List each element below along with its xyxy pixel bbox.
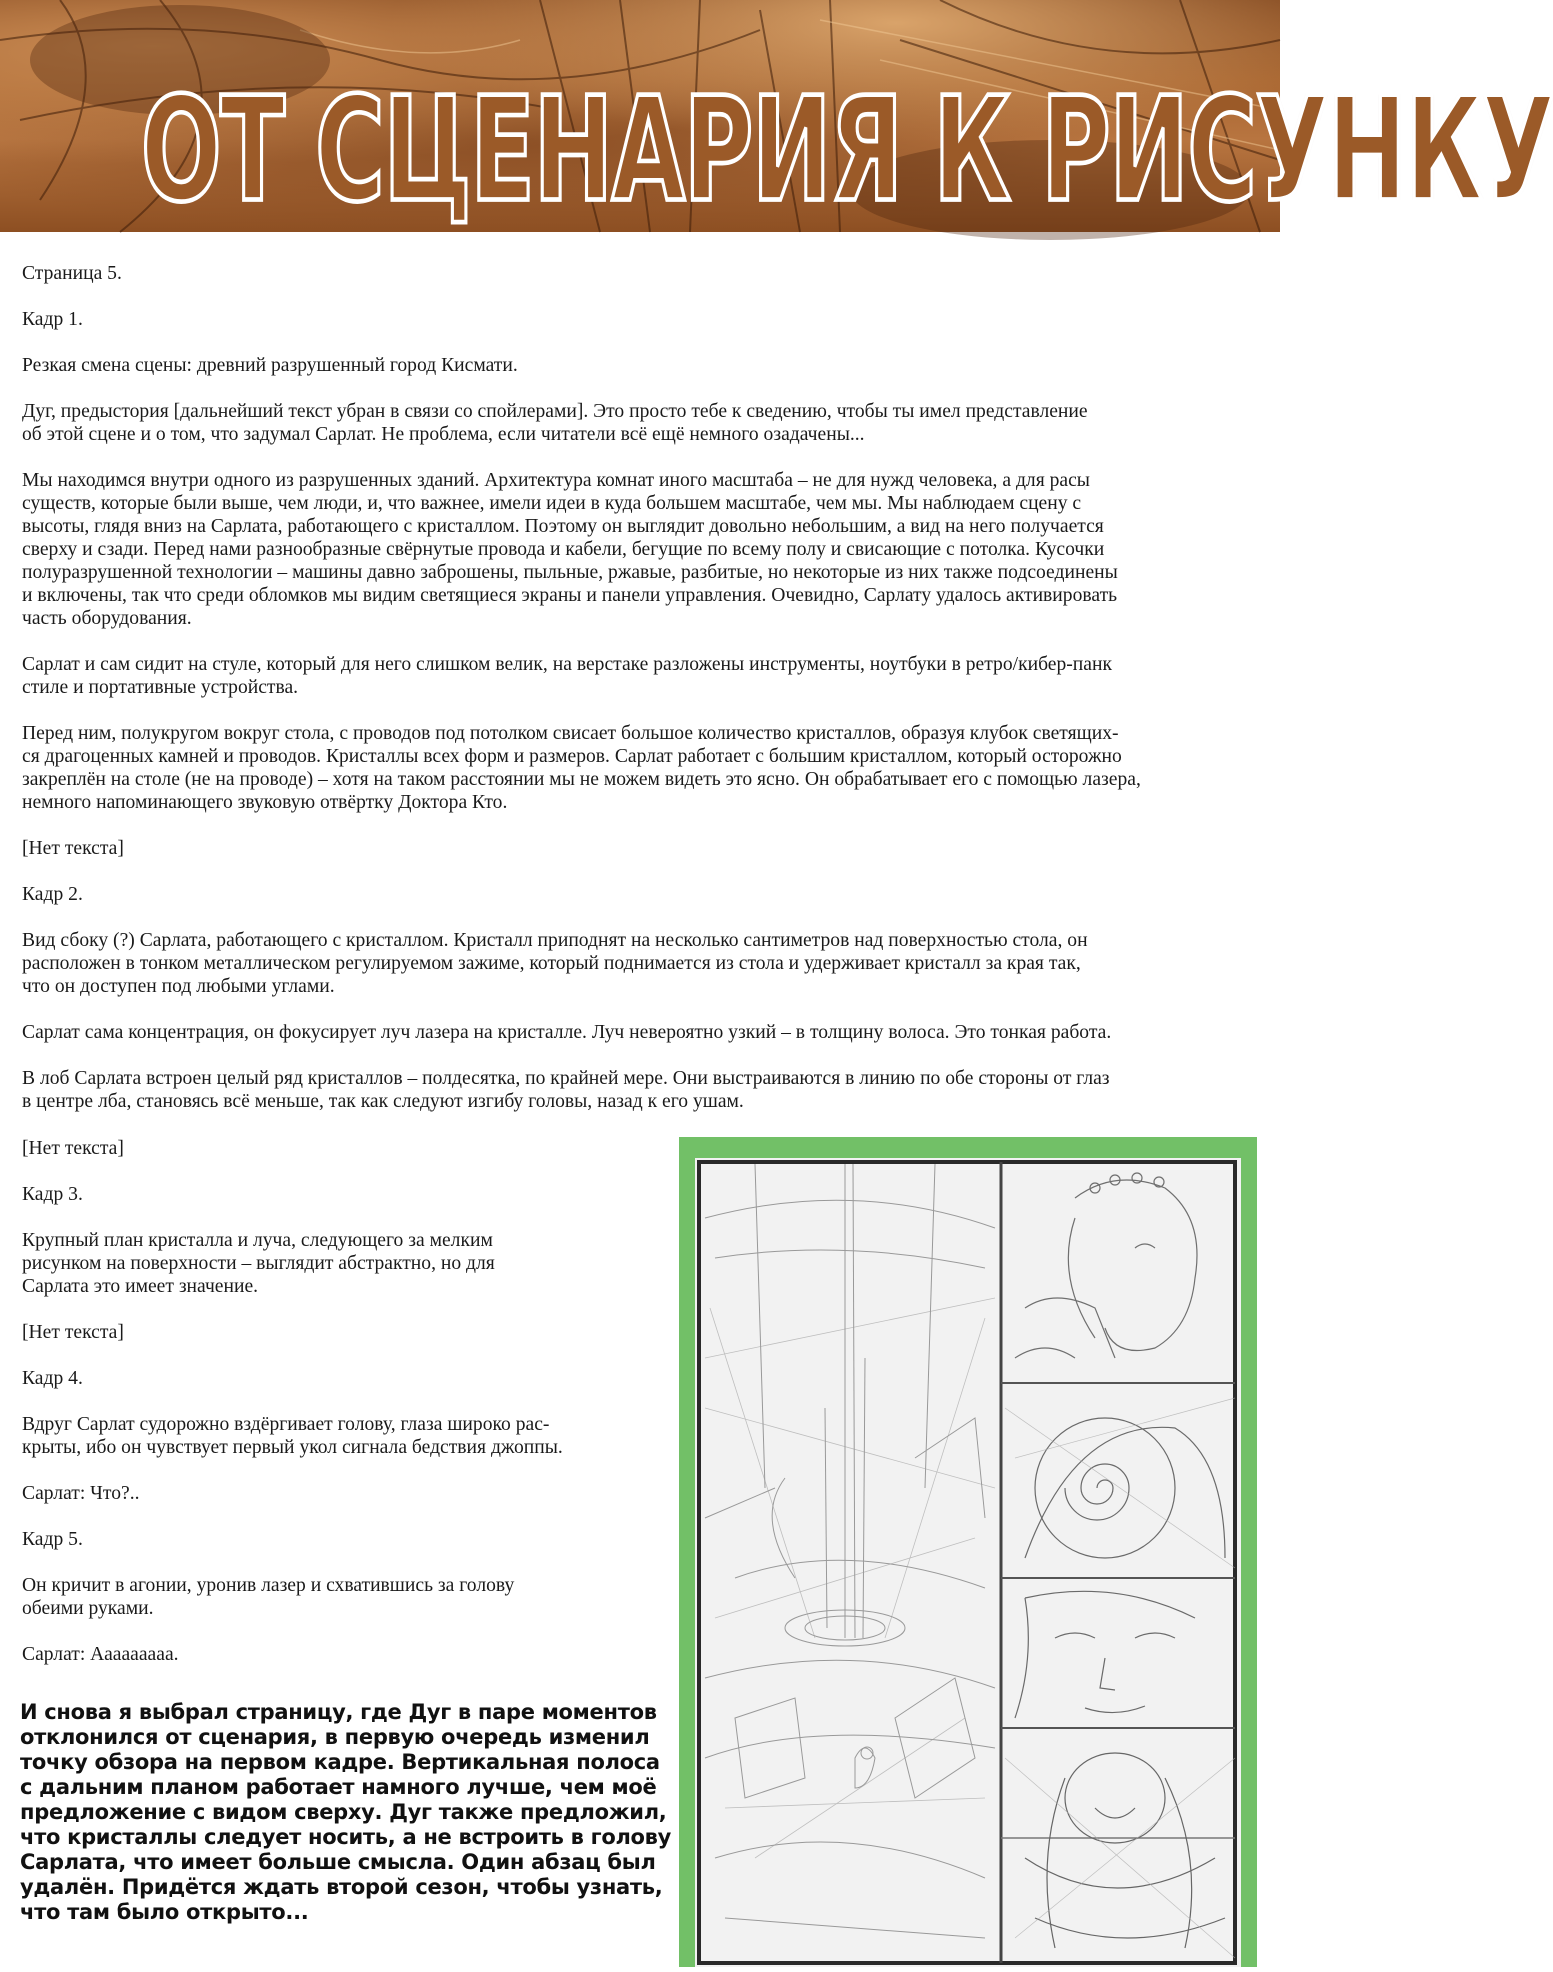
paragraph-line: Дуг, предыстория [дальнейший текст убран в связи со спойлерами]. Это просто тебе к сведению, чтобы ты имел представление [22, 401, 1088, 422]
panel-label: Кадр 4. [22, 1368, 83, 1389]
script-text-left-column [22, 1137, 662, 1666]
no-text-note: [Нет текста] [22, 838, 124, 859]
sketch-frame [679, 1137, 1257, 1967]
paragraph-line: Он кричит в агонии, уронив лазер и схватившись за голову [22, 1575, 515, 1596]
panel-label: Кадр 1. [22, 309, 83, 330]
page-title: ОТ СЦЕНАРИЯ К РИСУНКУ [140, 66, 1553, 234]
commentary-line: предложение с видом сверху. Дуг также предложил, [20, 1800, 667, 1824]
paragraph-line: Вид сбоку (?) Сарлата, работающего с кристаллом. Кристалл приподнят на несколько сантиметров над поверхностью стола, он [22, 930, 1088, 951]
paragraph: Резкая смена сцены: древний разрушенный город Кисмати. [22, 355, 518, 376]
paragraph-line: крыты, ибо он чувствует первый укол сигнала бедствия джоппы. [22, 1437, 563, 1458]
paragraph-line: существ, которые были выше, чем люди, и, что важнее, имели идеи в куда большем масштабе, чем мы. Мы наблюдаем сцену с [22, 493, 1082, 514]
paragraph-line: Вдруг Сарлат судорожно вздёргивает голову, глаза широко рас- [22, 1414, 550, 1435]
commentary-line: отклонился от сценария, в первую очередь изменил [20, 1725, 650, 1749]
paragraph-line: стиле и портативные устройства. [22, 677, 299, 698]
paragraph-line: и включены, так что среди обломков мы видим светящиеся экраны и панели управления. Очевидно, Сарлату удалось активировать [22, 585, 1118, 606]
paragraph-line: обеими руками. [22, 1598, 154, 1619]
dialogue-line: Сарлат: Что?.. [22, 1483, 140, 1504]
pencil-sketch-art [695, 1158, 1241, 1967]
paragraph-line: Крупный план кристалла и луча, следующего за мелким [22, 1230, 493, 1251]
panel-label: Кадр 2. [22, 884, 83, 905]
paragraph-line: что он доступен под любыми углами. [22, 976, 335, 997]
paragraph-line: расположен в тонком металлическом регулируемом зажиме, который поднимается из стола и удерживает кристалл за края так, [22, 953, 1081, 974]
commentary-line: И снова я выбрал страницу, где Дуг в паре моментов [20, 1700, 657, 1724]
artist-commentary [20, 1700, 672, 1925]
paragraph-line: В лоб Сарлата встроен целый ряд кристаллов – полдесятка, по крайней мере. Они выстраиваются в линию по обе стороны от глаз [22, 1068, 1110, 1089]
paragraph-line: Перед ним, полукругом вокруг стола, с проводов под потолком свисает большое количество кристаллов, образуя клубок светящих- [22, 723, 1119, 744]
paragraph-line: сверху и сзади. Перед нами разнообразные свёрнутые провода и кабели, бегущие по всему полу и свисающие с потолка. Кусочки [22, 539, 1105, 560]
commentary-line: с дальним планом работает намного лучше, чем моё [20, 1775, 657, 1799]
paragraph-line: немного напоминающего звуковую отвёртку Доктора Кто. [22, 792, 508, 813]
commentary-line: что там было открыто... [20, 1900, 309, 1924]
paragraph-line: Сарлат и сам сидит на стуле, который для него слишком велик, на верстаке разложены инструменты, ноутбуки в ретро/кибер-панк [22, 654, 1112, 675]
paragraph-line: об этой сцене и о том, что задумал Сарлат. Не проблема, если читатели всё ещё немного озадачены... [22, 424, 865, 445]
paragraph-line: ся драгоценных камней и проводов. Кристаллы всех форм и размеров. Сарлат работает с большим кристаллом, который осторожно [22, 746, 1122, 767]
paragraph-line: Сарлата это имеет значение. [22, 1276, 259, 1297]
paragraph-line: Мы находимся внутри одного из разрушенных зданий. Архитектура комнат иного масштаба – не для нужд человека, а для расы [22, 470, 1090, 491]
paragraph-line: в центре лба, становясь всё меньше, так как следуют изгибу головы, назад к его ушам. [22, 1091, 744, 1112]
panel-label: Кадр 5. [22, 1529, 83, 1550]
script-text [22, 262, 1252, 1113]
page-number: Страница 5. [22, 263, 122, 284]
commentary-line: точку обзора на первом кадре. Вертикальная полоса [20, 1750, 660, 1774]
paragraph-line: рисунком на поверхности – выглядит абстрактно, но для [22, 1253, 495, 1274]
paragraph-line: полуразрушенной технологии – машины давно заброшены, пыльные, ржавые, разбитые, но некоторые из них также подсоединены [22, 562, 1118, 583]
commentary-line: что кристаллы следует носить, а не встроить в голову [20, 1825, 672, 1849]
paragraph-line: закреплён на столе (не на проводе) – хотя на таком расстоянии мы не можем видеть это ясно. Он обрабатывает его с помощью лазера, [22, 769, 1141, 790]
commentary-line: Сарлата, что имеет больше смысла. Один абзац был [20, 1850, 656, 1874]
panel-label: Кадр 3. [22, 1184, 83, 1205]
commentary-line: удалён. Придётся ждать второй сезон, чтобы узнать, [20, 1875, 663, 1899]
no-text-note: [Нет текста] [22, 1322, 124, 1343]
paragraph: Сарлат сама концентрация, он фокусирует луч лазера на кристалле. Луч невероятно узкий – в толщину волоса. Это тонкая работа. [22, 1022, 1112, 1043]
paragraph-line: часть оборудования. [22, 608, 192, 629]
paragraph-line: высоты, глядя вниз на Сарлата, работающего с кристаллом. Поэтому он выглядит довольно небольшим, а вид на него получается [22, 516, 1104, 537]
header-banner [0, 0, 1553, 234]
dialogue-line: Сарлат: Ааааааааа. [22, 1644, 179, 1665]
pencil-sketch [695, 1158, 1241, 1967]
no-text-note: [Нет текста] [22, 1138, 124, 1159]
